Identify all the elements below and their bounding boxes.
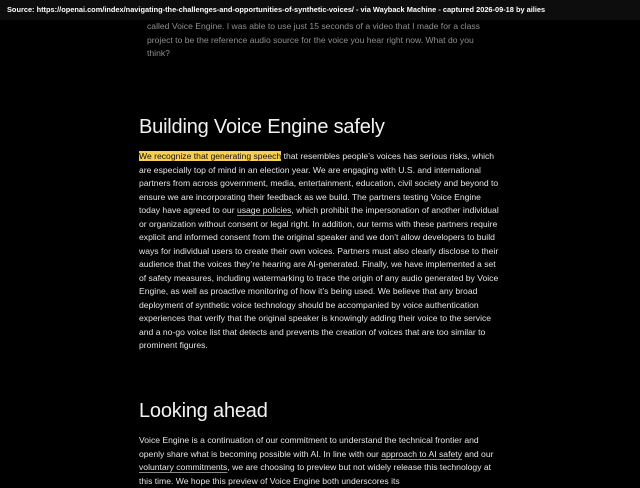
previous-paragraph-line-3: think? xyxy=(147,48,170,58)
voluntary-commitments-link[interactable]: voluntary commitments xyxy=(139,462,228,472)
source-bar-text: Source: https://openai.com/index/navigating-the-challenges-and-opportunities-of-synthetic-voices/ - via Wayback Machine - captured 2026-09-18 by ailies xyxy=(7,5,546,14)
wayback-source-bar xyxy=(0,0,640,20)
ahead-text-part-1: Voice Engine is a continuation of our commitment to understand the technical frontier and openly share what is becoming possible with AI. In line with our xyxy=(139,435,479,459)
previous-paragraph-line-2: project to be the reference audio source for the voice you hear right now. What do you xyxy=(147,34,474,45)
previous-paragraph-line-1: called Voice Engine. I was able to use just 15 seconds of a video that I made for a class xyxy=(147,21,480,31)
highlighted-text[interactable]: We recognize that generating speech xyxy=(139,151,282,161)
previous-paragraph xyxy=(147,20,507,61)
safety-text-part-2: , which prohibit the impersonation of another individual or organization without consent or legal right. In addition, our terms with these partners require explicit and informed consent from the original speaker and we don’t allow developers to build ways for individual users to create their own voices. Partners must also clearly disclose to their audience that the voices they’re hearing are AI-generated. Finally, we have implemented a set of safety measures, including watermarking to trace the origin of any audio generated by Voice Engine, as well as proactive monitoring of how it’s being used. We believe that any broad deployment of synthetic voice technology should be accompanied by voice authentication experiences that verify that the original speaker is knowingly adding their voice to the service and a no-go voice list that detects and prevents the creation of voices that are too similar to prominent figures. xyxy=(139,205,499,350)
usage-policies-link[interactable]: usage policies xyxy=(236,205,292,215)
ahead-text-part-3: , we are choosing to preview but not widely release this technology at this time. We hope this preview of Voice Engine both underscores its xyxy=(139,462,492,486)
safety-text-part-1: that resembles people’s voices has serious risks, which are especially top of mind in an election year. We are engaging with U.S. and international partners from across government, media, entertainment, education, civil society and beyond to ensure we are incorporating their feedback as we build. The partners testing Voice Engine today have agreed to our xyxy=(139,151,499,215)
approach-to-ai-safety-link[interactable]: approach to AI safety xyxy=(381,448,462,459)
heading-building-voice-engine-safely: Building Voice Engine safely xyxy=(139,116,385,138)
safety-paragraph xyxy=(139,150,503,353)
ahead-text-part-2: and our xyxy=(461,448,494,459)
heading-looking-ahead: Looking ahead xyxy=(139,400,268,422)
